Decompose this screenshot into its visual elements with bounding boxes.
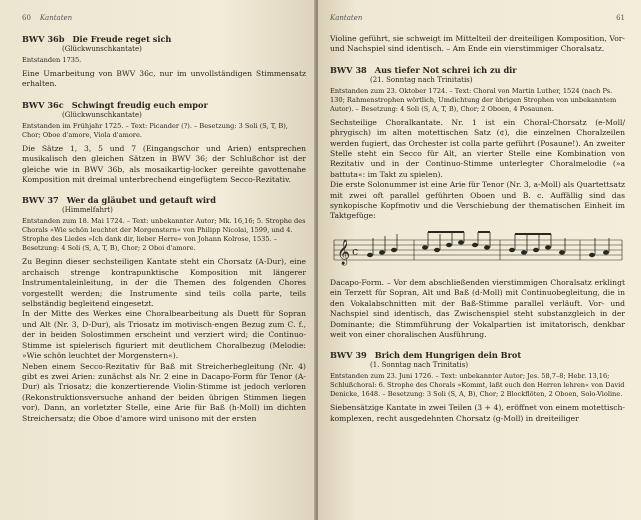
- entry-paragraph: Neben einem Secco-Rezitativ für Baß mit Streicherbegleitung (Nr. 4) gibt es zwei Arien: zunächst als Nr. 2 eine in Dacapo-Form für Tenor (A-Dur) als Triosatz; die konzertierende Violin-Stimme ist jedoch verloren (Rekonstruktionsversuche anhand der beiden übrigen Stimmen liegen vor). Dann, an vorletzter Stelle, eine Arie für Baß (h-Moll) im dichten Streichersatz; die Oboe d'amore wird unisono mit der ersten: [22, 361, 306, 423]
- entry-bwv-38: [330, 65, 625, 341]
- entry-bwv-36b: [22, 34, 306, 90]
- entry-bwv-36c: [22, 100, 306, 186]
- entry-occasion: (Glückwunschkantate): [62, 45, 142, 53]
- continuation-paragraph: Violine geführt, sie schweigt im Mittelteil der dreiteiligen Komposition, Vor- und Nachspiel sind identisch. – Am Ende ein vierstimmiger Choralsatz.: [330, 34, 625, 54]
- bwv-number: BWV 36c: [22, 99, 64, 110]
- page-number-left: 60: [22, 14, 31, 22]
- entry-bwv-37: [22, 195, 306, 424]
- entry-title: Aus tiefer Not schrei ich zu dir: [374, 64, 517, 75]
- running-head-right: [330, 14, 625, 24]
- entry-paragraph: Die Sätze 1, 3, 5 und 7 (Eingangschor und Arien) entsprechen musikalisch den gleichen Sätzen in BWV 36; der Schlußchor ist der gleiche wie in BWV 36b, als mosaikartig-locker gereihte gavottenahe Komposition mit dreimal unterbrechend eingefügtem Secco-Rezitativ.: [22, 143, 306, 185]
- bwv-number: BWV 36b: [22, 34, 65, 44]
- entry-occasion: (Glückwunschkantate): [62, 110, 142, 119]
- entry-title: Die Freude reget sich: [72, 34, 172, 44]
- running-head-left: [22, 14, 306, 24]
- entry-heading: [330, 65, 625, 75]
- entry-heading: [22, 100, 306, 110]
- entry-info: Entstanden zum 18. Mai 1724. – Text: unbekannter Autor; Mk. 16,16; 5. Strophe des Chorals »Wie schön leuchtet der Morgenstern« von Philipp Nicolai, 1599, und 4. Strophe des Liedes »Ich dank dir, lieber Herre« von Johann Kolrose, 1535. – Besetzung: 4 Soli (S, A, T, B), Chor; 2 Oboi d'amore.: [22, 217, 306, 253]
- svg-text:c: c: [352, 244, 359, 258]
- bwv-number: BWV 37: [22, 195, 59, 206]
- right-page: [318, 0, 641, 520]
- music-example: [330, 228, 625, 272]
- entry-occasion: (1. Sonntag nach Trinitatis): [370, 361, 469, 370]
- entry-title: Wer da gläubet und getauft wird: [66, 195, 216, 206]
- entry-heading: [330, 350, 625, 360]
- entry-paragraph: Die erste Solonummer ist eine Arie für Tenor (Nr. 3, a-Moll) als Quartettsatz mit zwei oft parallel geführten Oboen und B. c. Auffällig sind das synkopische Kopfmotiv und die Verschiebung der thematischen Einheit im Taktgefüge:: [330, 180, 625, 221]
- music-staff-image: [330, 228, 625, 272]
- entry-occasion: (Himmelfahrt): [62, 206, 113, 215]
- entry-bwv-39: [330, 350, 625, 424]
- entry-info: Entstanden 1735.: [22, 56, 82, 64]
- running-head-title-left: Kantaten: [39, 14, 73, 22]
- entry-title: Schwingt freudig euch empor: [71, 99, 208, 110]
- entry-paragraph: Eine Umarbeitung von BWV 36c, nur im unvollständigen Stimmensatz erhalten.: [22, 69, 306, 89]
- bwv-number: BWV 38: [330, 64, 367, 75]
- entry-occasion: (21. Sonntag nach Trinitatis): [370, 75, 473, 84]
- entry-paragraph: Sechsteilige Choralkantate. Nr. 1 ist ein Choral-Chorsatz (e-Moll/ phrygisch) im alten motettischen Satz (¢), die einzelnen Choralzeilen werden fugiert, das Orchester ist colla parte geführt (Posaune!). An zweiter Stelle steht ein Secco für Alt, an vierter Stelle eine Kombination von Rezitativ und in der Continuo-Stimme unterlegter Choralmelodie (»a battuta«: im Takt zu spielen).: [330, 117, 625, 179]
- entry-paragraph: Siebensätzige Kantate in zwei Teilen (3 + 4), eröffnet von einem motettisch-komplexen, recht ausgedehnten Chorsatz (g-Moll) in dreiteiliger: [330, 403, 625, 423]
- entry-info: Entstanden zum 23. Juni 1726. – Text: unbekannter Autor; Jes. 58,7–8; Hebr. 13,16; Schlußchoral: 6. Strophe des Chorals »Kommt, laßt euch den Herren lehren« von David Denicke, 1648. – Besetzung: 3 Soli (S, A, B), Chor; 2 Blockflöten, 2 Oboen, Solo-Violine.: [330, 372, 625, 399]
- svg-text:𝄞: 𝄞: [337, 239, 351, 265]
- entry-title: Brich dem Hungrigen dein Brot: [374, 350, 522, 361]
- entry-heading: [22, 34, 306, 44]
- entry-heading: [22, 195, 306, 205]
- bwv-number: BWV 39: [330, 350, 367, 361]
- entry-paragraph: Zu Beginn dieser sechsteiligen Kantate steht ein Chorsatz (A-Dur), eine archaisch strenge kontrapunktische Komposition mit längerer Instrumentaleinleitung, in der die Themen des folgenden Chores vorgestellt werden; die Instrumente sind teils colla parte, teils selbständig begleitend eingesetzt.: [22, 257, 306, 309]
- running-head-title-right: Kantaten: [330, 14, 363, 22]
- entry-paragraph: Dacapo-Form. – Vor dem abschließenden vierstimmigen Choralsatz erklingt ein Terzett für Sopran, Alt und Baß (d-Moll) mit Continuobegleitung, die in den Vokalabschnitten mit der Baß-Stimme parallel verläuft. Vor- und Nachspiel sind identisch, das Zwischenspiel steht substanzgleich in der Dominante; die Stimmführung der Vokalpartien ist imitatorisch, denkbar weit von einer choralischen Ausführung.: [330, 277, 625, 339]
- entry-info: Entstanden im Frühjahr 1725. – Text: Picander (?). – Besetzung: 3 Soli (S, T, B), Chor; Oboe d'amore, Viola d'amore.: [22, 121, 288, 139]
- left-page: [0, 0, 316, 520]
- page-number-right: 61: [616, 14, 625, 22]
- entry-info: Entstanden zum 23. Oktober 1724. – Text: Choral von Martin Luther, 1524 (nach Ps. 130; Rahmenstrophen wörtlich, Umdichtung der übrigen Strophen von unbekanntem Autor). – Besetzung: 4 Soli (S, A, T, B), Chor; 2 Oboen, 4 Posaunen.: [330, 86, 617, 113]
- entry-paragraph: In der Mitte des Werkes eine Choralbearbeitung als Duett für Sopran und Alt (Nr. 3, D-Dur), als Triosatz im motivisch-engen Bezug zum C. f., der in beiden Solostimmen erscheint und verziert wird; die Continuo-Stimme ist spielerisch figuriert mit deutlichem Choralbezug (Melodie: »Wie schön leuchtet der Morgenstern«).: [22, 309, 306, 361]
